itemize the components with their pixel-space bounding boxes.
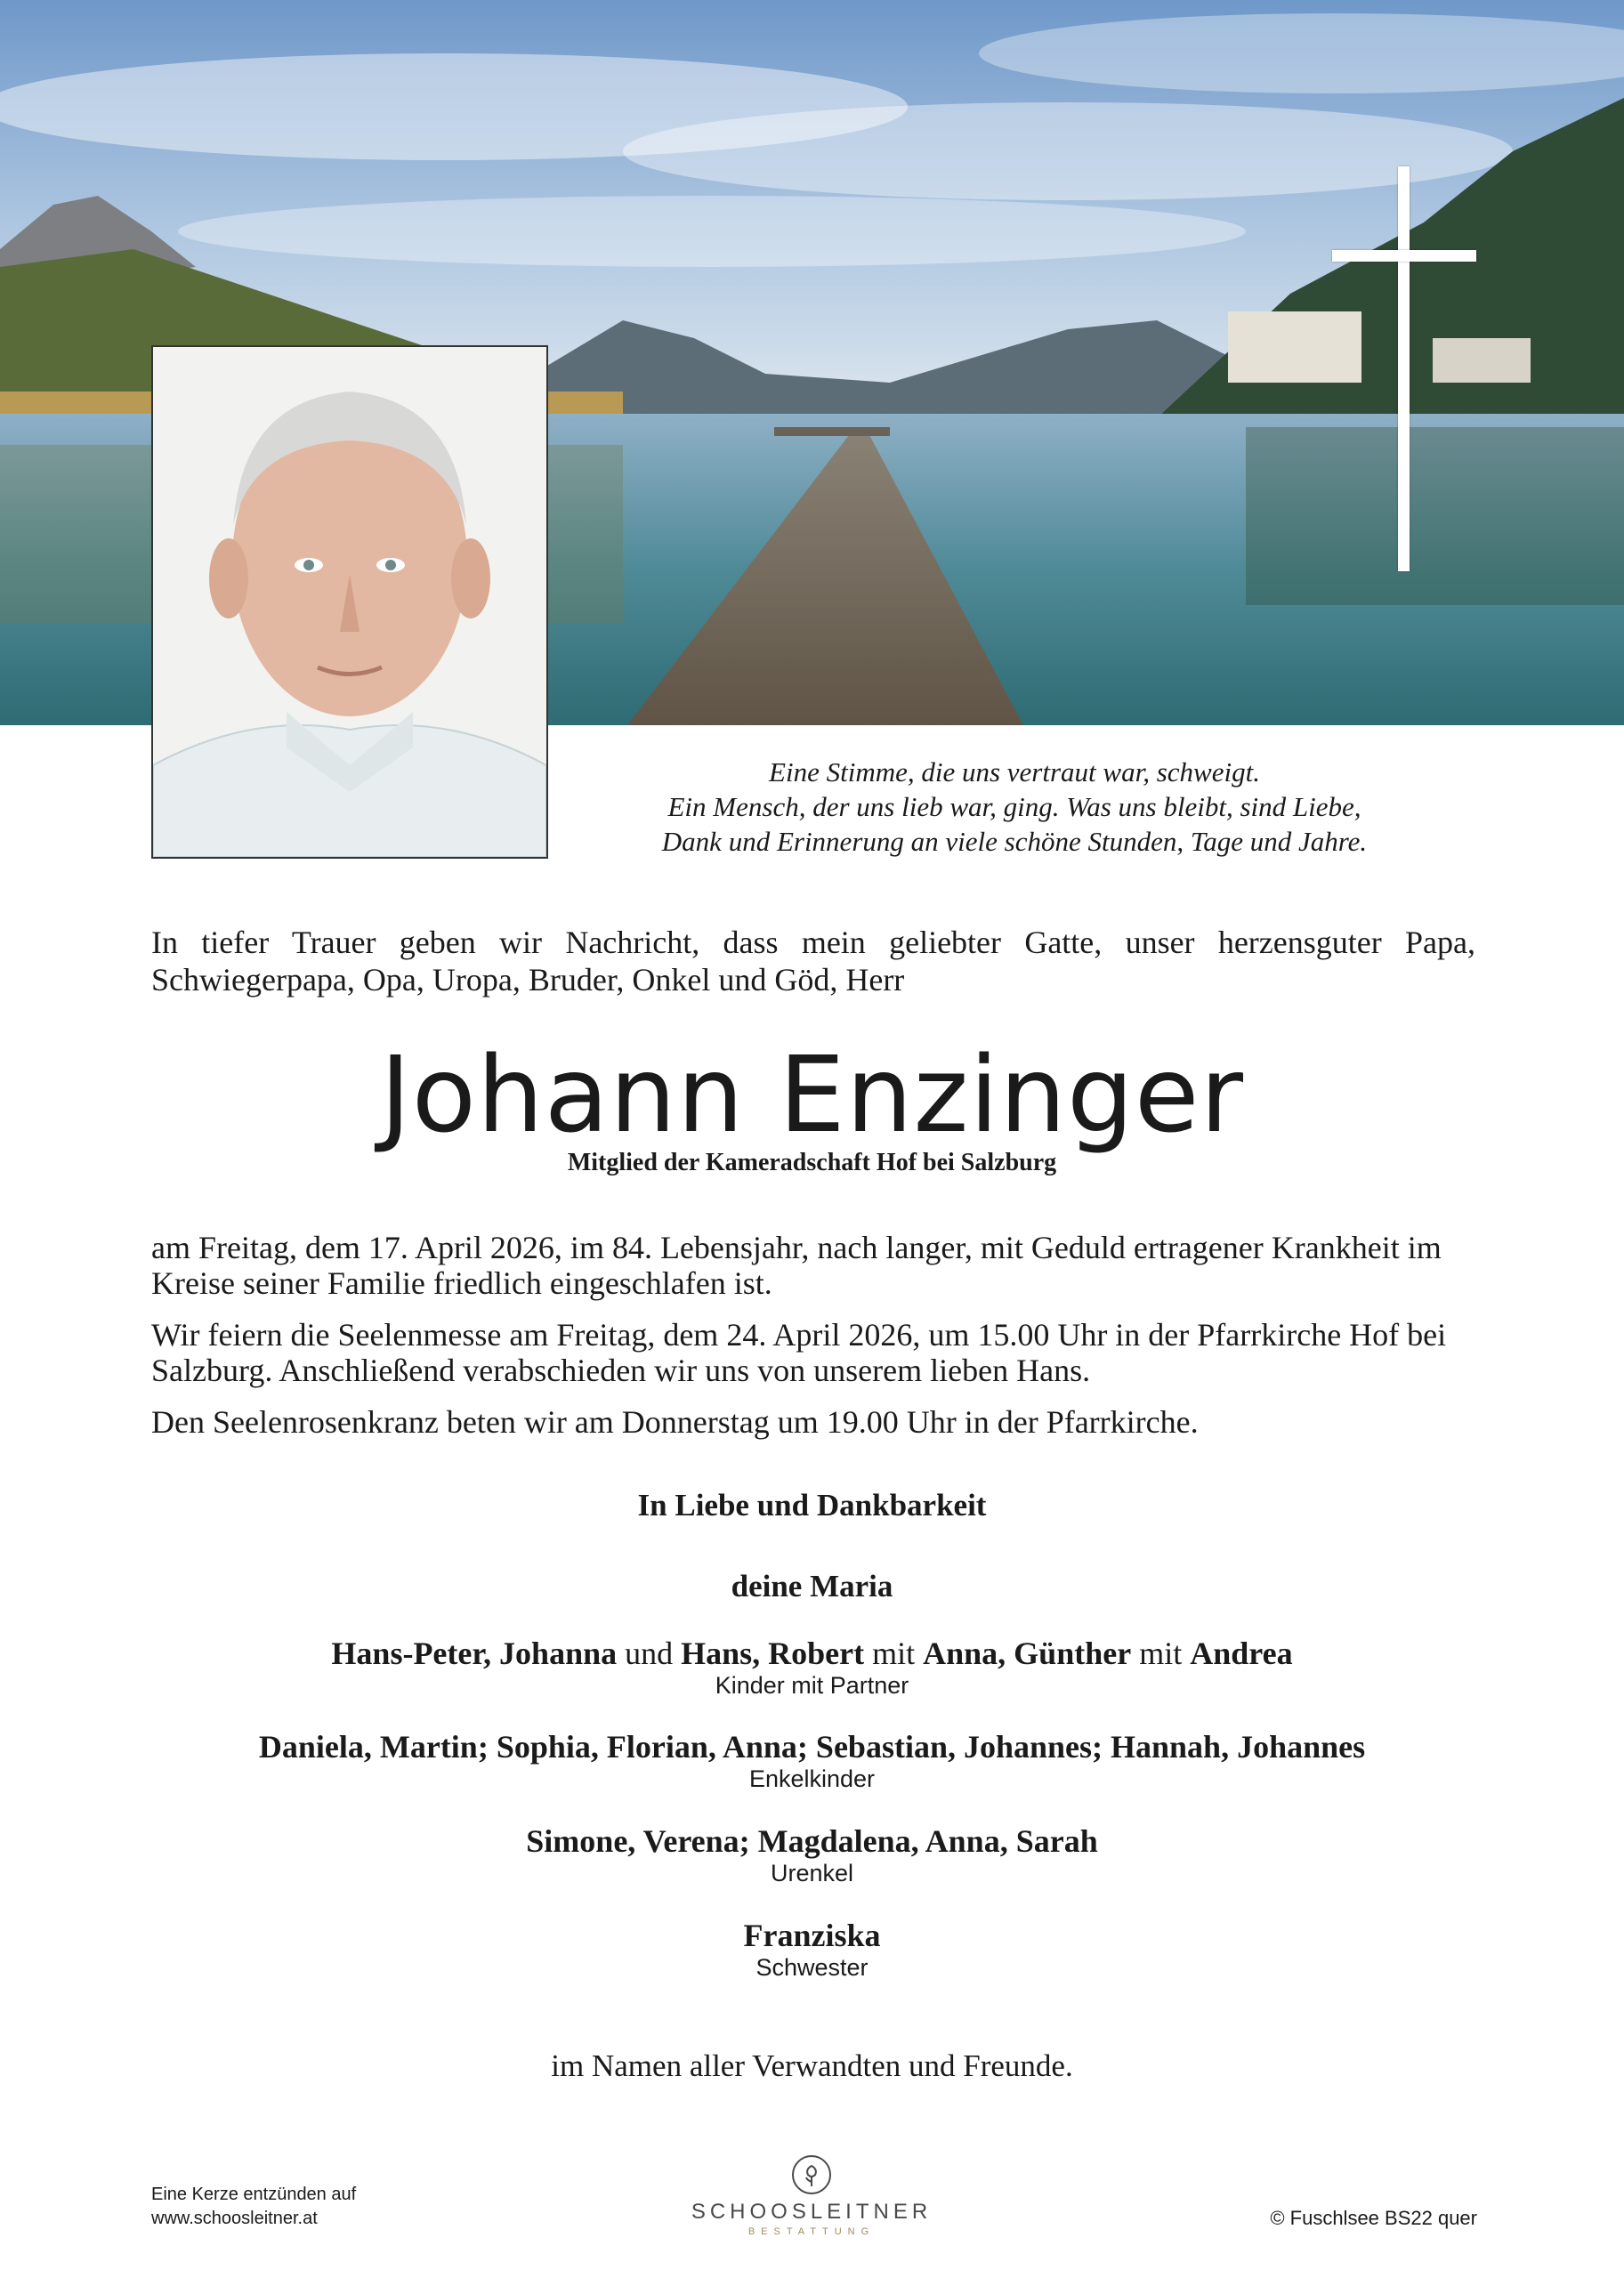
copyright: © Fuschlsee BS22 quer [1270, 2207, 1477, 2229]
candle-notice [151, 2183, 356, 2231]
quote-line: Eine Stimme, die uns vertraut war, schweigt. [769, 756, 1260, 788]
grandchildren-group [0, 1729, 1624, 1793]
passing-paragraph: am Freitag, dem 17. April 2026, im 84. Lebensjahr, nach langer, mit Geduld ertragener Krankheit im Kreise seiner Familie friedlich eingeschlafen ist. [151, 1230, 1442, 1301]
spouse-name: deine Maria [731, 1569, 893, 1603]
rose-icon [790, 2153, 833, 2196]
sister-role: Schwester [755, 1954, 869, 1981]
sister-name: Franziska [743, 1918, 881, 1953]
children-role: Kinder mit Partner [715, 1672, 909, 1699]
brand-name: SCHOOSLEITNER [691, 2200, 933, 2224]
candle-link[interactable]: www.schoosleitner.at [151, 2209, 318, 2228]
great-grandchildren-role: Urenkel [770, 1860, 854, 1886]
announcement-body [151, 1230, 1477, 1456]
closing-line: im Namen aller Verwandten und Freunde. [551, 2048, 1073, 2083]
quote-line: Dank und Erinnerung an viele schöne Stunden, Tage und Jahre. [661, 826, 1368, 857]
grandchildren-names: Daniela, Martin; Sophia, Florian, Anna; Sebastian, Johannes; Hannah, Johannes [258, 1729, 1366, 1765]
great-grandchildren-names: Simone, Verena; Magdalena, Anna, Sarah [526, 1823, 1098, 1859]
cross-symbol [1332, 166, 1476, 571]
deceased-name: Johann Enzinger [379, 1033, 1245, 1156]
brand-subtitle: BESTATTUNG [747, 2226, 876, 2237]
candle-text: Eine Kerze entzünden auf [151, 2185, 357, 2204]
announcement-intro: In tiefer Trauer geben wir Nachricht, dass mein geliebter Gatte, unser herzensguter Papa, Schwiegerpapa, Opa, Uropa, Bruder, Onkel und Göd, Herr [151, 925, 1475, 998]
signoff: In Liebe und Dankbarkeit [637, 1488, 987, 1523]
memorial-quote [570, 755, 1459, 859]
portrait-photo [151, 345, 548, 859]
quote-line: Ein Mensch, der uns lieb war, ging. Was uns bleibt, sind Liebe, [667, 791, 1361, 822]
sister-group [0, 1918, 1624, 1982]
grandchildren-role: Enkelkinder [748, 1765, 876, 1792]
mass-paragraph: Wir feiern die Seelenmesse am Freitag, dem 24. April 2026, um 15.00 Uhr in der Pfarrkirche Hof bei Salzburg. Anschließend verabschieden wir uns von unserem lieben Hans. [151, 1317, 1447, 1388]
children-names: Hans-Peter, Johanna und Hans, Robert mit Anna, Günther mit Andrea [331, 1636, 1293, 1671]
great-grandchildren-group [0, 1823, 1624, 1887]
deceased-membership: Mitglied der Kameradschaft Hof bei Salzburg [567, 1149, 1057, 1176]
children-group [0, 1636, 1624, 1700]
funeral-home-logo [687, 2153, 936, 2237]
rosary-paragraph: Den Seelenrosenkranz beten wir am Donnerstag um 19.00 Uhr in der Pfarrkirche. [151, 1404, 1199, 1440]
